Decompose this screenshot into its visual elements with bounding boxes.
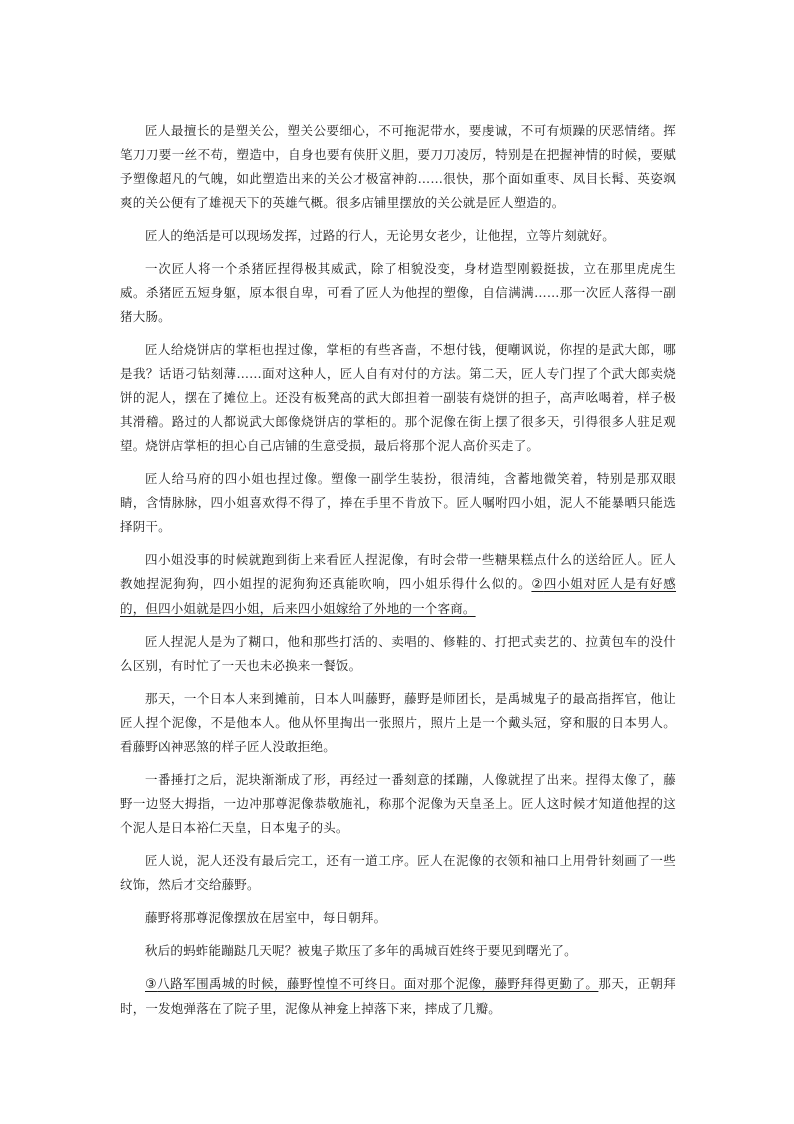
question-marker-2: ② (531, 577, 544, 592)
story-body (120, 119, 676, 1030)
underlined-sentence-3 (145, 976, 598, 991)
paragraph-livelihood: 匠人捏泥人是为了糊口，他和那些打活的、卖唱的、修鞋的、打把式卖艺的、拉黄包车的没什么区别，有时忙了一天也未必换来一餐饭。 (120, 634, 676, 673)
paragraph-butcher: 一次匠人将一个杀猪匠捏得极其威武，除了相貌没变，身材造型刚毅挺拔，立在那里虎虎生威。杀猪匠五短身躯，原本很自卑，可看了匠人为他捏的塑像，自信满满……那一次匠人落得一副猪大肠。 (120, 261, 676, 324)
underlined-text: 八路军围禹城的时候，藤野惶惶不可终日。面对那个泥像，藤野拜得更勤了。 (157, 976, 599, 991)
paragraph-text: 那天，正朝拜时，一发炮弹落在了院子里，泥像从神龛上掉落下来，摔成了几瓣。 (120, 976, 676, 1016)
question-marker-3: ③ (145, 977, 158, 992)
paragraph-fourth-miss-visits (120, 548, 676, 621)
paragraph-fujino-arrives: 那天，一个日本人来到摊前，日本人叫藤野，藤野是师团长，是禹城鬼子的最高指挥官，他让匠人捏个泥像，不是他本人。他从怀里掏出一张照片，照片上是一个戴头冠，穿和服的日本男人。看藤野凶神恶煞的样子匠人没敢拒绝。 (120, 691, 676, 754)
paragraph-statue-made: 一番捶打之后，泥块渐渐成了形，再经过一番刻意的揉蹦，人像就捏了出来。捏得太像了，藤野一边竖大拇指，一边冲那尊泥像恭敬施礼，称那个泥像为天皇圣上。匠人这时候才知道他捏的这个泥人是日本裕仁天皇，日本鬼子的头。 (120, 772, 676, 835)
paragraph-final-step: 匠人说，泥人还没有最后完工，还有一道工序。匠人在泥像的衣领和袖口上用骨针刻画了一些纹饰，然后才交给藤野。 (120, 853, 676, 892)
paragraph-on-site-skill: 匠人的绝活是可以现场发挥，过路的行人，无论男女老少，让他捏，立等片刻就好。 (145, 228, 615, 243)
paragraph-dawn: 秋后的蚂蚱能蹦跶几天呢？被鬼子欺压了多年的禹城百姓终于要见到曙光了。 (145, 943, 577, 958)
paragraph-guan-gong: 匠人最擅长的是塑关公，塑关公要细心，不可拖泥带水，要虔诚，不可有烦躁的厌恶情绪。挥笔刀刀要一丝不苟，塑造中，自身也要有侠肝义胆，要刀刀凌厉，特别是在把握神情的时候，要赋予塑像超凡的气魄，如此塑造出来的关公才极富神韵……很快，那个面如重枣、凤目长髯、英姿飒爽的关公便有了雄视天下的英雄气概。很多店铺里摆放的关公就是匠人塑造的。 (120, 123, 676, 210)
paragraph-siege (120, 972, 676, 1021)
paragraph-bakery-owner: 匠人给烧饼店的掌柜也捏过像，掌柜的有些吝啬，不想付钱，便嘲讽说，你捏的是武大郎，哪是我？话语刁钻刻薄……面对这种人，匠人自有对付的方法。第二天，匠人专门捏了个武大郎卖烧饼的泥人，摆在了摊位上。还没有板凳高的武大郎担着一副装有烧饼的担子，高声吆喝着，样子极其滑稽。路过的人都说武大郎像烧饼店的掌柜的。那个泥像在街上摆了很多天，引得很多人驻足观望。烧饼店掌柜的担心自己店铺的生意受损，最后将那个泥人高价买走了。 (120, 342, 676, 453)
paragraph-text: 四小姐没事的时候就跑到街上来看匠人捏泥像，有时会带一些糖果糕点什么的送给匠人。匠人教她捏泥狗狗，四小姐捏的泥狗狗还真能吹响，四小姐乐得什么似的。 (120, 552, 676, 591)
paragraph-worship: 藤野将那尊泥像摆放在居室中，每日朝拜。 (145, 910, 387, 925)
paragraph-fourth-miss: 匠人给马府的四小姐也捏过像。塑像一副学生装扮，很清纯，含蓄地微笑着，特别是那双眼睛，含情脉脉，四小姐喜欢得不得了，捧在手里不肯放下。匠人嘱咐四小姐，泥人不能暴晒只能选择阴干。 (120, 471, 676, 534)
underlined-text: 四小姐对匠人是有好感的，但四小姐就是四小姐，后来四小姐嫁给了外地的一个客商。 (120, 576, 677, 616)
